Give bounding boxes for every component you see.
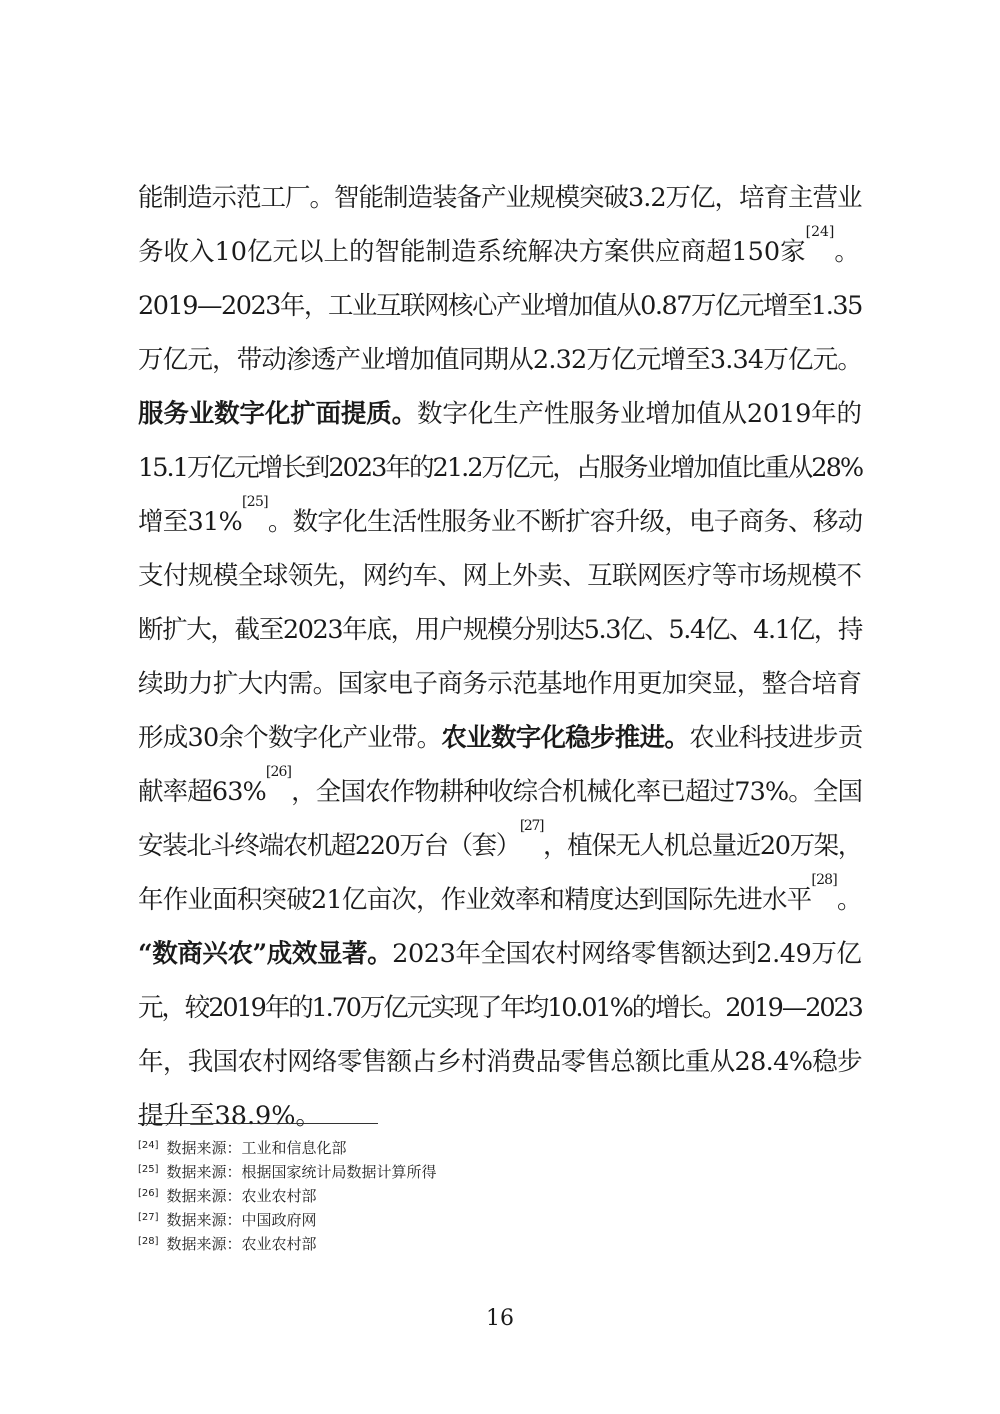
- body-text-run: 15.1万亿元增长到2023年的21.2万亿元，占服务业增加值比重从28%: [138, 453, 863, 483]
- body-text-run: 万亿元，带动渗透产业增加值同期从2.32万亿元增至3.34万亿元。: [138, 345, 863, 375]
- body-text-run: 安装北斗终端农机超220万台（套）: [138, 831, 520, 861]
- body-line: [138, 664, 862, 718]
- footnote-text: 数据来源：中国政府网: [166, 1211, 317, 1229]
- body-text-run: ，植保无人机总量近20万架，: [543, 831, 862, 861]
- citation-ref: [28]: [811, 872, 837, 888]
- body-text-run: 务收入10亿元以上的智能制造系统解决方案供应商超150家: [138, 237, 806, 267]
- bold-heading-text: 服务业数字化扩面提质。: [138, 399, 418, 429]
- body-line: [138, 610, 862, 664]
- footnote-text: 数据来源：农业农村部: [166, 1187, 317, 1205]
- footnote-item: [138, 1206, 638, 1230]
- body-line: [138, 178, 862, 232]
- body-text-run: ，全国农作物耕种收综合机械化率已超过73%。全国: [291, 777, 863, 807]
- body-line: [138, 494, 863, 556]
- footnote-text: 数据来源：根据国家统计局数据计算所得: [166, 1163, 437, 1181]
- body-line: [138, 988, 862, 1042]
- body-line: [138, 394, 862, 448]
- citation-ref: [26]: [265, 764, 292, 780]
- body-text-run: 。数字化生活性服务业不断扩容升级，电子商务、移动: [267, 507, 863, 537]
- body-text-run: 断扩大，截至2023年底，用户规模分别达5.3亿、5.4亿、4.1亿，持: [138, 615, 863, 645]
- footnote-item: [138, 1182, 638, 1206]
- citation-ref: [24]: [805, 224, 835, 240]
- footnote-divider: [138, 1123, 378, 1124]
- body-text-run: 年，我国农村网络零售额占乡村消费品零售总额比重从28.4%稳步: [138, 1047, 863, 1077]
- footnote-ref: [28]: [138, 1236, 159, 1247]
- body-text-run: 形成30余个数字化产业带。: [138, 723, 442, 753]
- body-line: [138, 224, 862, 286]
- footnote-ref: [25]: [138, 1164, 159, 1175]
- footnote-text: 数据来源：工业和信息化部: [166, 1139, 347, 1157]
- body-line: [138, 556, 862, 610]
- body-line: [138, 934, 862, 988]
- body-text-run: 续助力扩大内需。国家电子商务示范基地作用更加突显，整合培育: [138, 669, 862, 699]
- body-text-run: 增至31%: [138, 507, 243, 537]
- body-line: [138, 872, 862, 934]
- footnote-ref: [26]: [138, 1188, 159, 1199]
- bold-heading-text: “数商兴农”成效显著。: [138, 939, 393, 969]
- body-text-run: 支付规模全球领先，网约车、网上外卖、互联网医疗等市场规模不: [138, 561, 862, 591]
- citation-ref: [25]: [242, 494, 268, 510]
- body-text-run: 能制造示范工厂。智能制造装备产业规模突破3.2万亿，培育主营业: [138, 183, 862, 213]
- body-text-run: 提升至38.9%。: [138, 1101, 322, 1131]
- body-text-run: 2023年全国农村网络零售额达到2.49万亿: [392, 939, 862, 969]
- body-line: [138, 340, 862, 394]
- footnotes: [138, 1134, 638, 1254]
- body-text-run: 数字化生产性服务业增加值从2019年的: [417, 399, 862, 429]
- body-text-run: 2019—2023年，工业互联网核心产业增加值从0.87万亿元增至1.35: [138, 291, 862, 321]
- body-line: [138, 286, 862, 340]
- body-line: [138, 818, 862, 880]
- footnote-ref: [27]: [138, 1212, 159, 1223]
- footnote-item: [138, 1158, 638, 1182]
- footnote-text: 数据来源：农业农村部: [166, 1235, 317, 1253]
- body-text: [138, 178, 862, 1150]
- footnote-item: [138, 1134, 638, 1158]
- body-text-run: 元，较2019年的1.70万亿元实现了年均10.01%的增长。2019—2023: [138, 993, 862, 1023]
- citation-ref: [27]: [519, 818, 544, 834]
- body-text-run: 。: [836, 885, 862, 915]
- footnote-ref: [24]: [138, 1140, 159, 1151]
- body-text-run: 年作业面积突破21亿亩次，作业效率和精度达到国际先进水平: [138, 885, 812, 915]
- body-line: [138, 1042, 862, 1096]
- page-number: 16: [486, 1306, 514, 1331]
- body-text-run: 。: [834, 237, 860, 267]
- bold-heading-text: 农业数字化稳步推进。: [441, 723, 690, 753]
- body-line: [138, 764, 863, 826]
- footnote-item: [138, 1230, 638, 1254]
- body-line: [138, 718, 862, 772]
- body-text-run: 献率超63%: [138, 777, 266, 807]
- body-text-run: 农业科技进步贡: [689, 723, 863, 753]
